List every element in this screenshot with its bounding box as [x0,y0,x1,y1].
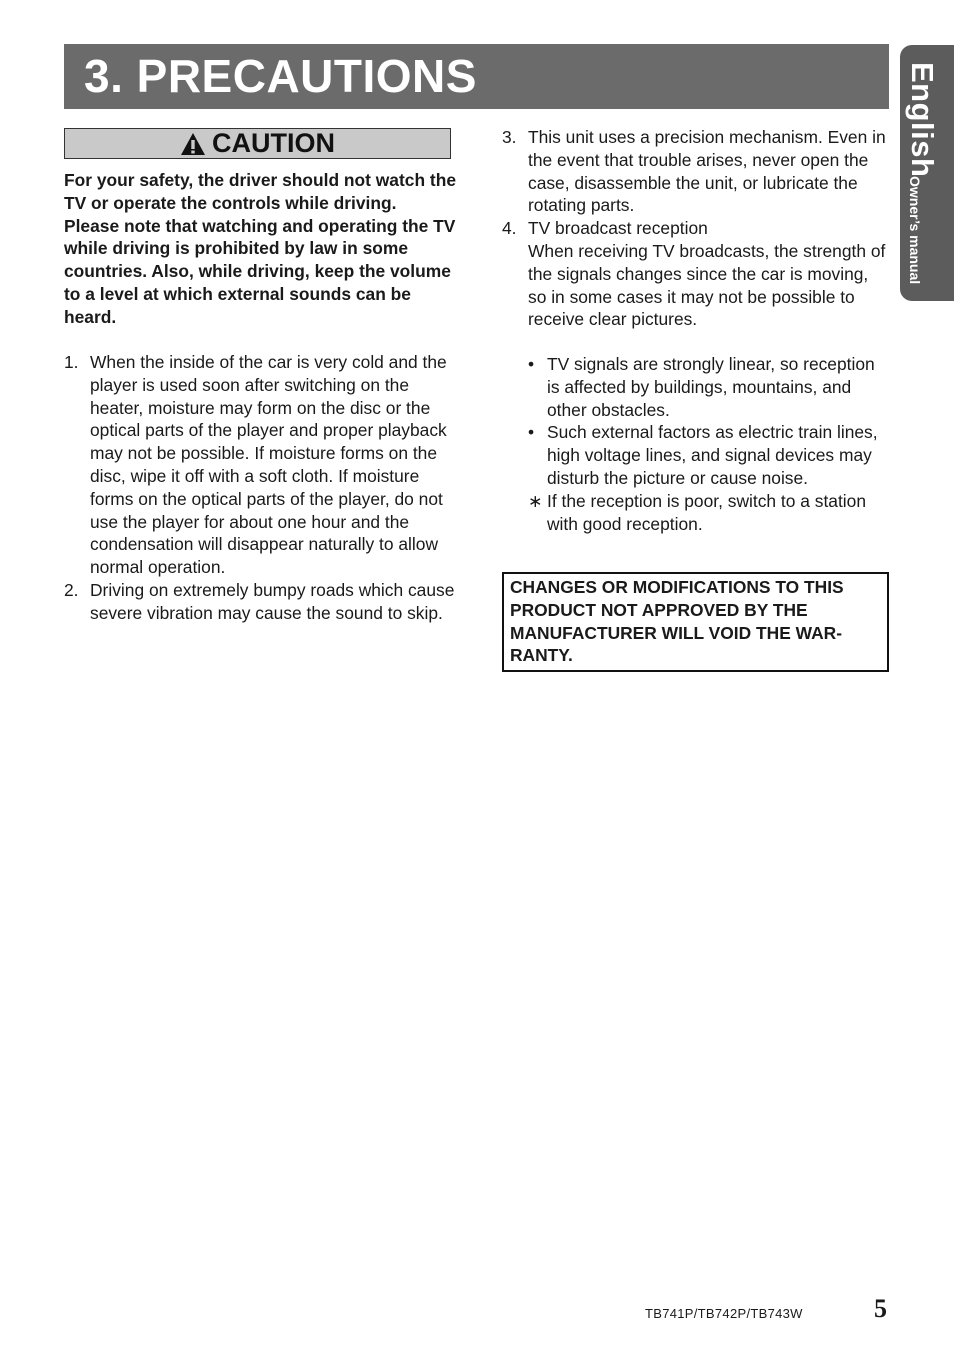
bullet-item [528,353,888,421]
bullet-mark: • [528,354,535,374]
note-item [528,490,888,536]
warning-triangle-icon [180,132,206,156]
right-column [502,126,888,331]
item-text: When the inside of the car is very cold and the player is used soon after switching on the heater, moisture may form on the disc or the optical parts of the player and proper playback may not be possible. If moisture forms on the disc, wipe it off with a soft cloth. If moisture forms on the optical parts of the player, do not use the player for about one hour and the condensation will disappear naturally to allow normal operation. [90,352,447,578]
item-number: 3. [502,127,517,147]
list-item [64,579,456,625]
model-numbers: TB741P/TB742P/TB743W [645,1306,803,1321]
list-item [64,351,456,579]
bullet-text: Such external factors as electric train lines, high voltage lines, and signal devices may disturb the picture or cause noise. [547,422,878,488]
item-text: Driving on extremely bumpy roads which cause severe vibration may cause the sound to skip. [90,579,455,623]
item-text: This unit uses a precision mechanism. Even in the event that trouble arises, never open the case, disassemble the unit, or lubricate the rotating parts. [528,127,886,216]
list-item [502,217,888,331]
page-title-bar [64,44,889,109]
caution-label: CAUTION [212,128,335,158]
left-column [64,351,456,625]
note-text: If the reception is poor, switch to a station with good reception. [547,490,867,534]
item-number: 2. [64,579,79,600]
item-text: When receiving TV broadcasts, the strength of the signals changes since the car is moving, so in some cases it may not be possible to receive clear pictures. [528,240,886,330]
page-title: 3. PRECAUTIONS [84,50,477,102]
bullet-mark: • [528,422,535,443]
note-mark: ∗ [528,490,543,511]
language-label: English [905,62,940,178]
list-item [502,126,888,217]
warranty-notice: CHANGES OR MODIFICATIONS TO THIS PRODUCT NOT APPROVED BY THE MANUFACTURER WILL VOID THE WAR-RANTY. [502,572,889,672]
page-number: 5 [874,1294,887,1323]
item-number: 4. [502,218,517,239]
manual-label: Owner’s manual [907,176,923,285]
bullet-list [528,353,888,535]
bullet-text: TV signals are strongly linear, so reception is affected by buildings, mountains, and other obstacles. [547,354,875,420]
caution-header [64,128,451,159]
bullet-item [528,421,888,489]
item-heading: TV broadcast reception [528,218,708,239]
caution-intro: For your safety, the driver should not watch the TV or operate the controls while driving. Please note that watching and operating the TV while driving is prohibited by law in some countries. Also, while driving, keep the volume to a level at which external sounds can be heard. [64,170,456,327]
item-number: 1. [64,352,79,372]
